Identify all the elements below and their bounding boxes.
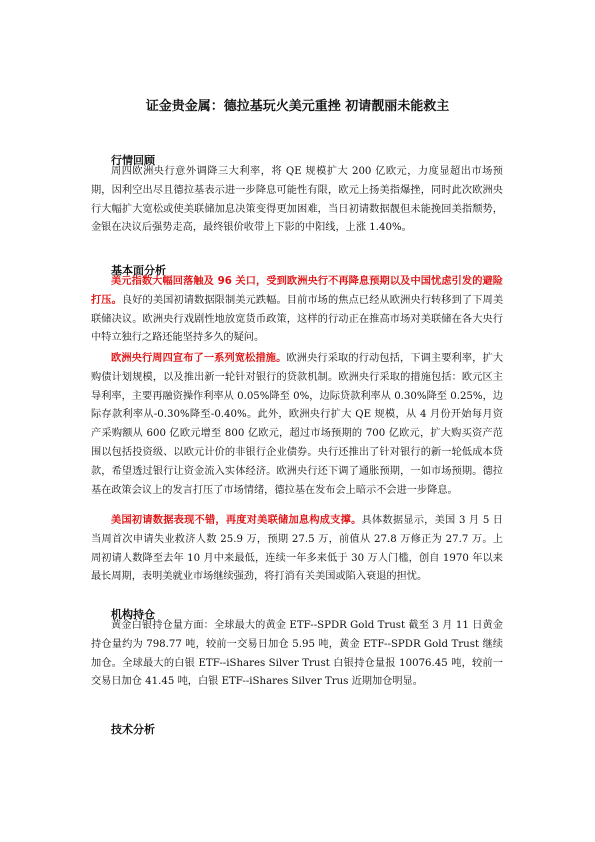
body-text: 欧洲央行采取的行动包括，下调主要利率，扩大购债计划规模，以及推出新一轮针对银行的贷款机制。欧洲央行采取的措施包括：欧元区主导利率，主要再融资操作利率从 0.05%降至 0%，边际贷款利率从 0.30%降至 0.25%，边际存款利率从-0.30%降至-0.40%。此外，欧洲央行扩大 QE 规模，从 4 月份开始每月资产采购额从 600 亿欧元增至 800 亿欧元，超过市场预期的 700 亿欧元，扩大购买资产范围以包括投资级、以欧元计价的非银行企业债券。央行还推出了针对银行的新一轮低成本贷款，希望透过银行让资金流入实体经济。欧洲央行还下调了通胀预期，一如市场预期。德拉基在政策会议上的发言打压了市场情绪，德拉基在发布会上暗示不会进一步降息。	[91, 353, 504, 496]
section-heading-holdings: 机构持仓	[111, 608, 155, 621]
page-title: 证金贵金属：德拉基玩火美元重挫 初请靓丽未能救主	[145, 99, 450, 114]
section-heading-technical: 技术分析	[111, 723, 155, 736]
fundamentals-paragraph-2	[91, 350, 503, 500]
highlight-text: 欧洲央行周四宣布了一系列宽松措施。	[111, 353, 287, 364]
body-text: 良好的美国初请数据限制美元跌幅。目前市场的焦点已经从欧洲央行转移到了下周美联储决议。欧洲央行戏剧性地放宽货币政策，这样的行动正在推高市场对美联储在各大央行中特立独行之路还能坚持多久的疑问。	[91, 294, 504, 344]
section-heading-fundamentals: 基本面分析	[111, 264, 166, 277]
body-text: 具体数据显示，美国 3 月 5 日当周首次申请失业救济人数 25.9 万，预期 27.5 万，前值从 27.8 万修正为 27.7 万。上周初请人数降至去年 10 月中来最低，连续一年多来低于 30 万人门槛，创自 1970 年以来最长周期，表明美就业市场继续强劲，将打消有关美国或陷入衰退的担忧。	[91, 515, 503, 583]
holdings-paragraph: 黄金白银持仓量方面：全球最大的黄金 ETF--SPDR Gold Trust 截至 3 月 11 日黄金持仓量约为 798.77 吨，较前一交易日加仓 5.95 吨，黄金 ETF--SPDR Gold Trust 继续加仓。全球最大的白银 ETF--iShares Silver Trust 白银持仓量报 10076.45 吨，较前一交易日加仓 41.45 吨，白银 ETF--iShares Silver Trus 近期加仓明显。	[91, 620, 503, 688]
review-paragraph: 周四欧洲央行意外调降三大利率，将 QE 规模扩大 200 亿欧元，力度显超出市场预期，因利空出尽且德拉基表示进一步降息可能性有限，欧元上扬美指爆挫，同时此次欧洲央行大幅扩大宽松或使美联储加息决策变得更加困难，当日初请数据靓但未能挽回美指颓势，金银在决议后强势走高，最终银价收带上下影的中阳线，上涨 1.40%。	[91, 166, 503, 234]
fundamentals-paragraph-1	[91, 273, 503, 348]
highlight-text: 美国初请数据表现不错，再度对美联储加息构成支撑。	[111, 515, 362, 526]
section-heading-review: 行情回顾	[111, 154, 155, 167]
fundamentals-paragraph-3	[91, 512, 503, 587]
highlight-text: 美元指数大幅回落触及 96 关口，受到欧洲央行不再降息预期以及中国忧虑引发的避险打压。	[91, 276, 503, 306]
